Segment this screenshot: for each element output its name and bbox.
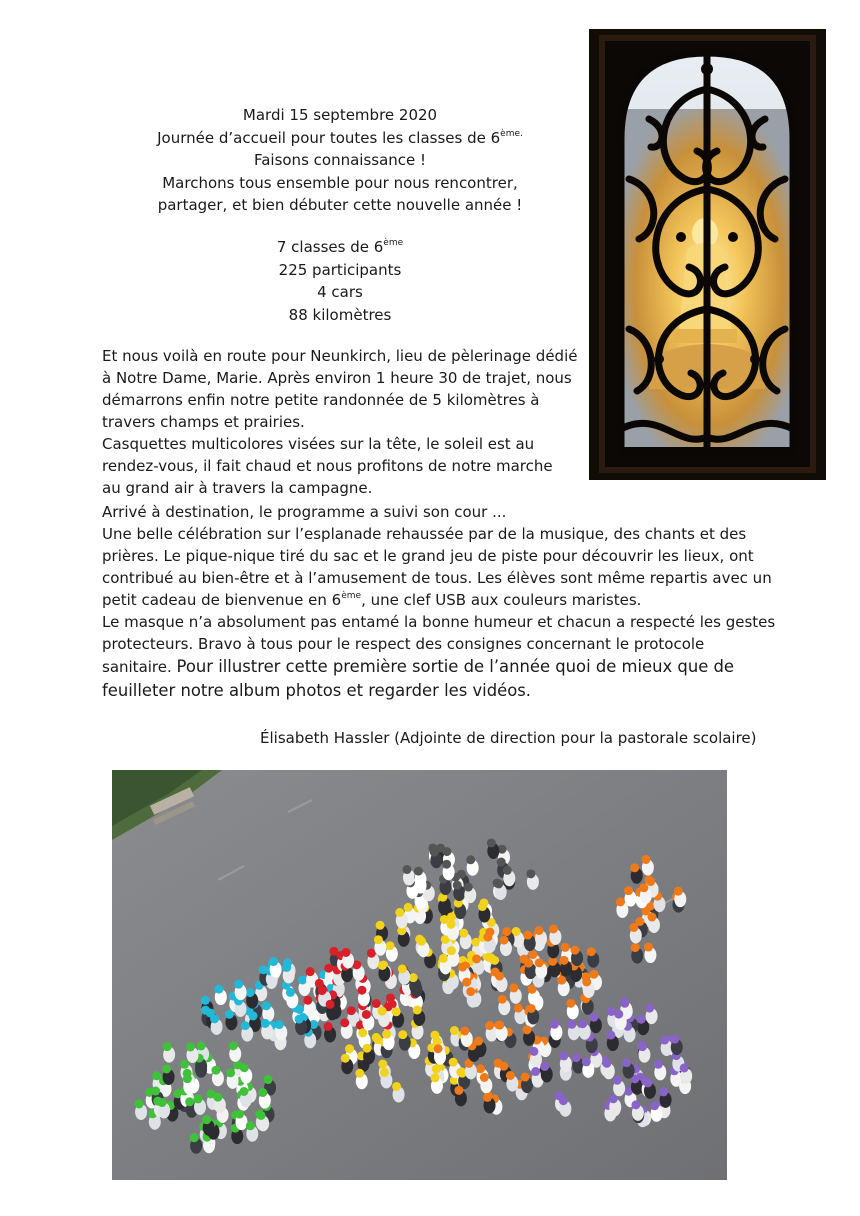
student-cap — [246, 988, 255, 997]
student-cap — [413, 1005, 422, 1014]
student-cap — [560, 956, 569, 965]
student-cap — [509, 983, 518, 992]
student-cap — [342, 948, 351, 957]
student-cap — [559, 1096, 568, 1105]
student-cap — [262, 1001, 271, 1010]
student-cap — [318, 986, 327, 995]
body-line: Et nous voilà en route pour Neunkirch, lieu de pèlerinage dédié — [102, 347, 578, 365]
student-cap — [151, 1086, 160, 1095]
student-cap — [559, 1051, 568, 1060]
student-cap — [363, 1044, 372, 1053]
student-cap — [450, 1026, 459, 1035]
student-cap — [295, 1015, 304, 1024]
student-cap — [258, 1088, 267, 1097]
student-cap — [269, 957, 278, 966]
student-cap — [480, 1073, 489, 1082]
student-cap — [549, 924, 558, 933]
student-cap — [378, 961, 387, 970]
student-cap — [643, 1078, 652, 1087]
student-cap — [380, 1068, 389, 1077]
student-cap — [624, 886, 633, 895]
student-cap — [483, 1093, 492, 1102]
student-cap — [190, 1133, 199, 1142]
student-cap — [193, 1094, 202, 1103]
body-line — [102, 589, 762, 611]
student-cap — [385, 941, 394, 950]
student-cap — [398, 1030, 407, 1039]
body-paragraph-narrow — [102, 345, 580, 499]
student-cap — [487, 838, 496, 847]
student-cap — [163, 1042, 172, 1051]
student-cap — [367, 949, 376, 958]
student-cap — [449, 1058, 458, 1067]
welcome-day-line — [110, 127, 570, 150]
lets-meet-line: Faisons connaissance ! — [253, 151, 427, 169]
student-cap — [485, 1021, 494, 1030]
body-line: Le masque n’a absolument pas entamé la bonne humeur et chacun a respecté les gestes — [102, 613, 776, 631]
student-cap — [135, 1099, 144, 1108]
body-line — [102, 655, 762, 679]
student-cap — [644, 943, 653, 952]
body-line: rendez-vous, il fait chaud et nous profitons de notre marche — [102, 457, 553, 475]
participants-count: 225 participants — [278, 260, 402, 279]
student-cap — [162, 1064, 171, 1073]
header-block — [110, 104, 570, 217]
student-cap — [528, 950, 537, 959]
student-cap — [239, 1087, 248, 1096]
student-cap — [589, 1013, 598, 1022]
student-cap — [213, 1093, 222, 1102]
student-cap — [229, 1041, 238, 1050]
student-cap — [460, 1027, 469, 1036]
welcome-day-text: Journée d’accueil pour toutes les classes de 6 — [157, 128, 501, 147]
student-cap — [620, 999, 629, 1008]
student-cap — [567, 1020, 576, 1029]
student-cap — [499, 936, 508, 945]
student-cap — [531, 1067, 540, 1076]
student-cap — [430, 848, 439, 857]
student-cap — [246, 1121, 255, 1130]
student-cap — [358, 1028, 367, 1037]
student-cap — [550, 1020, 559, 1029]
student-cap — [637, 1015, 646, 1024]
student-cap — [158, 1098, 167, 1107]
student-cap — [417, 937, 426, 946]
body-paragraph-wide — [102, 501, 776, 703]
body-line: Une belle célébration sur l’esplanade rehaussée par de la musique, des chants et des — [102, 525, 747, 543]
student-cap — [572, 1053, 581, 1062]
student-cap — [566, 999, 575, 1008]
student-cap — [526, 869, 535, 878]
student-cap — [326, 1000, 335, 1009]
body-line: prières. Le pique-nique tiré du sac et le grand jeu de piste pour découvrir les lieux, ont — [102, 547, 754, 565]
student-cap — [660, 1036, 669, 1045]
student-cap — [382, 1030, 391, 1039]
student-cap — [602, 1059, 611, 1068]
student-cap — [622, 1058, 631, 1067]
student-cap — [589, 970, 598, 979]
student-cap — [497, 858, 506, 867]
student-cap — [514, 1004, 523, 1013]
author-signature: Élisabeth Hassler (Adjointe de direction pour la pastorale scolaire) — [260, 729, 757, 747]
student-cap — [613, 1076, 622, 1085]
student-cap — [680, 1063, 689, 1072]
student-cap — [606, 1031, 615, 1040]
student-cap — [476, 1064, 485, 1073]
student-cap — [650, 1101, 659, 1110]
student-cap — [659, 1087, 668, 1096]
student-cap — [647, 913, 656, 922]
student-cap — [355, 1069, 364, 1078]
student-cap — [180, 1060, 189, 1069]
body-line: au grand air à travers la campagne. — [102, 479, 373, 497]
student-cap — [357, 986, 366, 995]
student-cap — [298, 975, 307, 984]
student-cap — [430, 1073, 439, 1082]
body-line: démarrons enfin notre petite randonnée de 5 kilomètres à — [102, 391, 540, 409]
student-cap — [503, 866, 512, 875]
student-cap — [347, 1006, 356, 1015]
body-line: Arrivé à destination, le programme a suivi son cour ... — [102, 503, 507, 521]
student-cap — [324, 1022, 333, 1031]
group-crowd-illustration — [112, 770, 727, 1180]
distance-km: 88 kilomètres — [288, 305, 392, 324]
student-cap — [414, 867, 423, 876]
student-cap — [447, 946, 456, 955]
student-cap — [631, 1100, 640, 1109]
student-cap — [523, 931, 532, 940]
student-cap — [392, 1082, 401, 1091]
student-cap — [639, 883, 648, 892]
student-cap — [674, 887, 683, 896]
classes-count — [110, 236, 570, 259]
chapel-window-illustration — [589, 29, 826, 480]
student-cap — [202, 1115, 211, 1124]
student-cap — [306, 967, 315, 976]
student-cap — [201, 996, 210, 1005]
student-cap — [185, 1097, 194, 1106]
student-cap — [403, 865, 412, 874]
gift-text-end: , une clef USB aux couleurs maristes. — [361, 591, 642, 609]
body-line: à Notre Dame, Marie. Après environ 1 heure 30 de trajet, nous — [102, 369, 572, 387]
student-cap — [571, 946, 580, 955]
album-invite-text: Pour illustrer cette première sortie de l’année quoi de mieux que de — [176, 657, 735, 676]
student-cap — [261, 1019, 270, 1028]
student-cap — [499, 1062, 508, 1071]
student-cap — [378, 1007, 387, 1016]
student-cap — [453, 881, 462, 890]
student-cap — [392, 1007, 401, 1016]
student-cap — [341, 1054, 350, 1063]
student-cap — [561, 943, 570, 952]
welcome-day-superscript: ème. — [500, 128, 523, 139]
student-cap — [527, 1004, 536, 1013]
student-cap — [498, 995, 507, 1004]
student-cap — [374, 935, 383, 944]
student-cap — [459, 929, 468, 938]
student-cap — [616, 897, 625, 906]
student-cap — [210, 1014, 219, 1023]
student-cap — [638, 1042, 647, 1051]
student-cap — [609, 1094, 618, 1103]
student-cap — [303, 996, 312, 1005]
stats-block — [110, 236, 570, 326]
date-line: Mardi 15 septembre 2020 — [242, 106, 438, 124]
student-cap — [186, 1042, 195, 1051]
student-cap — [214, 985, 223, 994]
student-cap — [264, 1075, 273, 1084]
student-cap — [535, 958, 544, 967]
classes-superscript: ème — [383, 238, 404, 248]
student-cap — [614, 1010, 623, 1019]
student-cap — [466, 855, 475, 864]
student-cap — [582, 1057, 591, 1066]
student-cap — [557, 976, 566, 985]
student-cap — [535, 926, 544, 935]
gift-text: petit cadeau de bienvenue en 6 — [102, 591, 342, 609]
student-cap — [587, 947, 596, 956]
student-cap — [629, 923, 638, 932]
student-cap — [340, 1018, 349, 1027]
student-cap — [523, 1025, 532, 1034]
student-cap — [645, 1004, 654, 1013]
student-cap — [670, 1035, 679, 1044]
student-cap — [395, 908, 404, 917]
student-cap — [458, 963, 467, 972]
student-cap — [472, 954, 481, 963]
student-cap — [462, 978, 471, 987]
student-cap — [495, 1021, 504, 1030]
student-cap — [631, 943, 640, 952]
student-cap — [376, 921, 385, 930]
student-cap — [286, 988, 295, 997]
student-cap — [630, 863, 639, 872]
student-cap — [540, 1062, 549, 1071]
student-cap — [483, 933, 492, 942]
student-cap — [234, 980, 243, 989]
group-crowd-photo — [112, 770, 727, 1180]
student-cap — [235, 1110, 244, 1119]
student-cap — [582, 977, 591, 986]
student-cap — [362, 1010, 371, 1019]
buses-count: 4 cars — [317, 283, 363, 301]
student-cap — [529, 1047, 538, 1056]
student-cap — [372, 999, 381, 1008]
student-cap — [495, 972, 504, 981]
walk-line-1: Marchons tous ensemble pour nous rencontrer, — [162, 173, 518, 192]
student-cap — [466, 987, 475, 996]
classes-text: 7 classes de 6 — [276, 238, 384, 256]
body-line: Casquettes multicolores visées sur la tête, le soleil est au — [102, 435, 535, 453]
student-cap — [345, 1044, 354, 1053]
student-cap — [654, 1060, 663, 1069]
student-cap — [226, 1068, 235, 1077]
student-cap — [275, 1020, 284, 1029]
student-cap — [454, 1086, 463, 1095]
student-cap — [578, 1019, 587, 1028]
student-cap — [282, 963, 291, 972]
student-cap — [378, 1059, 387, 1068]
student-cap — [521, 1073, 530, 1082]
sanitary-text: sanitaire. — [102, 658, 177, 676]
student-cap — [241, 1021, 250, 1030]
student-cap — [240, 1063, 249, 1072]
student-cap — [197, 1041, 206, 1050]
walk-line-2: partager, et bien débuter cette nouvelle année ! — [157, 196, 523, 214]
student-cap — [524, 959, 533, 968]
student-cap — [641, 855, 650, 864]
student-cap — [439, 954, 448, 963]
chapel-window-photo — [589, 29, 826, 480]
student-cap — [257, 1111, 266, 1120]
student-cap — [442, 847, 451, 856]
body-line: travers champs et prairies. — [102, 413, 305, 431]
student-cap — [494, 879, 503, 888]
student-cap — [464, 883, 473, 892]
student-cap — [506, 1071, 515, 1080]
student-cap — [478, 902, 487, 911]
body-line: contribué au bien-être et à l’amusement de tous. Les élèves sont même repartis avec un — [102, 569, 772, 587]
student-cap — [249, 1011, 258, 1020]
student-cap — [211, 1066, 220, 1075]
student-cap — [398, 964, 407, 973]
student-cap — [447, 920, 456, 929]
body-line: feuilleter notre album photos et regarder les vidéos. — [102, 681, 531, 700]
student-cap — [442, 860, 451, 869]
student-cap — [502, 927, 511, 936]
gift-superscript: ème — [341, 591, 362, 601]
body-line: protecteurs. Bravo à tous pour le respect des consignes concernant le protocole — [102, 635, 705, 653]
student-cap — [183, 1074, 192, 1083]
student-cap — [490, 956, 499, 965]
student-cap — [295, 1005, 304, 1014]
student-cap — [434, 1044, 443, 1053]
student-cap — [646, 877, 655, 886]
student-cap — [432, 1064, 441, 1073]
student-cap — [404, 903, 413, 912]
